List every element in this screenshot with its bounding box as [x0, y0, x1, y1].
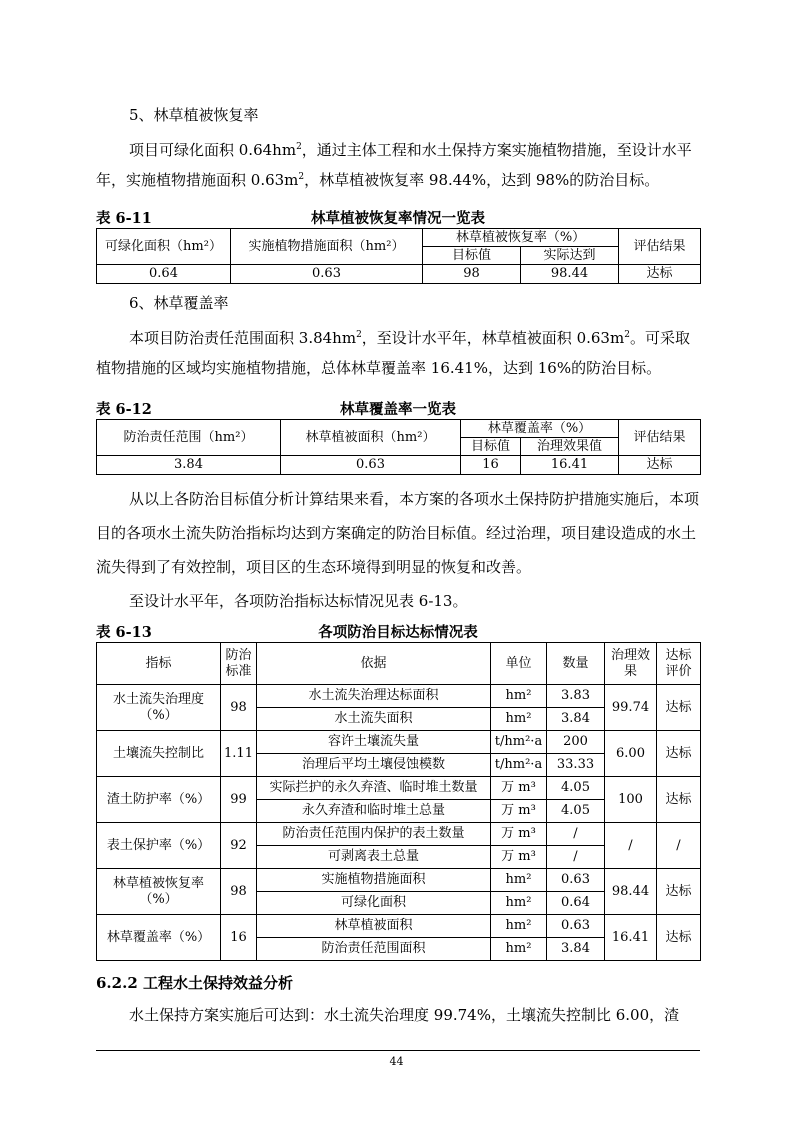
unit-cell: hm²	[491, 869, 547, 892]
table-cell: 16.41	[521, 456, 619, 475]
table-row	[97, 823, 701, 846]
section-6-2-2-paragraph: 水土保持方案实施后可达到：水土流失治理度 99.74%，土壤流失控制比 6.00，渣	[129, 1006, 680, 1024]
qty-cell: 4.05	[547, 800, 605, 823]
qty-cell: 33.33	[547, 754, 605, 777]
standard-cell: 1.11	[221, 731, 257, 777]
subheader-cell: 治理效果值	[521, 438, 619, 456]
basis-cell: 防治责任范围内保护的表土数量	[257, 823, 491, 846]
effect-cell: 6.00	[605, 731, 657, 777]
effect-cell: 100	[605, 777, 657, 823]
qty-cell: /	[547, 846, 605, 869]
table-row	[97, 869, 701, 892]
basis-cell: 实施植物措施面积	[257, 869, 491, 892]
qty-cell: 200	[547, 731, 605, 754]
basis-cell: 可剥离表土总量	[257, 846, 491, 869]
basis-cell: 水土流失治理达标面积	[257, 685, 491, 708]
qty-cell: 0.64	[547, 892, 605, 915]
table-cell: 达标	[619, 265, 701, 284]
header-cell: 防治责任范围（hm²）	[97, 420, 281, 456]
section-5-heading: 5、林草植被恢复率	[129, 106, 259, 124]
section-6-paragraph: 本项目防治责任范围面积 $3.84hm^2$，至设计水平年，林草植被面积 $0.63m^2$。可采取植物措施的区域均实施植物措施，总体林草覆盖率 16.41%，达到 16%的防治目标。	[96, 329, 690, 377]
unit-cell: hm²	[491, 892, 547, 915]
table-cell: 3.84	[97, 456, 281, 475]
footer-rule	[96, 1050, 700, 1051]
table-cell: 达标	[619, 456, 701, 475]
table-row	[97, 731, 701, 754]
header-evaluation: 达标 评价	[657, 643, 701, 685]
table-cell: 0.63	[231, 265, 423, 284]
indicator-cell: 水土流失治理度 （%）	[97, 685, 221, 731]
indicator-cell: 林草植被恢复率 （%）	[97, 869, 221, 915]
table-title: 林草植被恢复率情况一览表	[311, 210, 485, 227]
basis-cell: 治理后平均土壤侵蚀模数	[257, 754, 491, 777]
qty-cell: 3.84	[547, 938, 605, 961]
effect-cell: 99.74	[605, 685, 657, 731]
table-row	[97, 915, 701, 938]
table-cell: 98.44	[521, 265, 619, 284]
section-6-2-2-heading: 6.2.2 工程水土保持效益分析	[96, 974, 293, 992]
indicator-cell: 土壤流失控制比	[97, 731, 221, 777]
header-effect: 治理效 果	[605, 643, 657, 685]
header-cell: 评估结果	[619, 420, 701, 456]
header-cell: 林草植被面积（hm²）	[281, 420, 461, 456]
evaluation-cell: 达标	[657, 731, 701, 777]
table-number: 表 6-11	[96, 210, 152, 227]
header-indicator: 指标	[97, 643, 221, 685]
header-cell: 可绿化面积（hm²）	[97, 229, 231, 265]
table-number: 表 6-12	[96, 401, 152, 418]
section-5-paragraph: 项目可绿化面积 $0.64hm^2$，通过主体工程和水土保持方案实施植物措施，至设计水平年，实施植物措施面积 $0.63m^2$，林草植被恢复率 98.44%，达到 98%的防治目标。	[96, 141, 692, 189]
table-cell: 98	[423, 265, 521, 284]
subheader-cell: 实际达到	[521, 247, 619, 265]
basis-cell: 实际拦护的永久弃渣、临时堆土数量	[257, 777, 491, 800]
unit-cell: hm²	[491, 938, 547, 961]
standard-cell: 16	[221, 915, 257, 961]
table-6-13-caption	[96, 621, 700, 641]
table-6-11	[96, 228, 701, 284]
effect-cell: 16.41	[605, 915, 657, 961]
effect-cell: /	[605, 823, 657, 869]
table-row	[97, 685, 701, 708]
basis-cell: 水土流失面积	[257, 708, 491, 731]
evaluation-cell: 达标	[657, 685, 701, 731]
effect-cell: 98.44	[605, 869, 657, 915]
table-cell: 0.63	[281, 456, 461, 475]
qty-cell: 0.63	[547, 915, 605, 938]
evaluation-cell: 达标	[657, 869, 701, 915]
table-row	[97, 777, 701, 800]
qty-cell: /	[547, 823, 605, 846]
table-6-11-caption	[96, 207, 700, 227]
basis-cell: 容许土壤流失量	[257, 731, 491, 754]
indicator-cell: 林草覆盖率（%）	[97, 915, 221, 961]
header-quantity: 数量	[547, 643, 605, 685]
header-cell: 评估结果	[619, 229, 701, 265]
qty-cell: 3.83	[547, 685, 605, 708]
basis-cell: 防治责任范围面积	[257, 938, 491, 961]
subheader-cell: 目标值	[461, 438, 521, 456]
subheader-cell: 目标值	[423, 247, 521, 265]
evaluation-cell: 达标	[657, 915, 701, 961]
unit-cell: hm²	[491, 915, 547, 938]
qty-cell: 3.84	[547, 708, 605, 731]
header-basis: 依据	[257, 643, 491, 685]
table-title: 各项防治目标达标情况表	[318, 624, 478, 641]
unit-cell: 万 m³	[491, 800, 547, 823]
header-cell: 林草植被恢复率（%）	[423, 229, 619, 247]
table-number: 表 6-13	[96, 624, 152, 641]
summary-paragraph: 从以上各防治目标值分析计算结果来看，本方案的各项水土保持防护措施实施后，本项目的各项水土流失防治指标均达到方案确定的防治目标值。经过治理，项目建设造成的水土流失得到了有效控制，项目区的生态环境得到明显的恢复和改善。	[96, 490, 700, 576]
header-cell: 实施植物措施面积（hm²）	[231, 229, 423, 265]
qty-cell: 4.05	[547, 777, 605, 800]
table-6-13-body	[97, 685, 701, 961]
table-cell: 16	[461, 456, 521, 475]
table-6-12	[96, 419, 701, 475]
standard-cell: 98	[221, 685, 257, 731]
unit-cell: hm²	[491, 708, 547, 731]
qty-cell: 0.63	[547, 869, 605, 892]
reference-paragraph: 至设计水平年，各项防治指标达标情况见表 6-13。	[129, 592, 468, 610]
basis-cell: 林草植被面积	[257, 915, 491, 938]
table-6-13	[96, 642, 701, 961]
unit-cell: t/hm²·a	[491, 754, 547, 777]
unit-cell: 万 m³	[491, 846, 547, 869]
basis-cell: 可绿化面积	[257, 892, 491, 915]
header-standard: 防治 标准	[221, 643, 257, 685]
standard-cell: 92	[221, 823, 257, 869]
table-cell: 0.64	[97, 265, 231, 284]
indicator-cell: 渣土防护率（%）	[97, 777, 221, 823]
standard-cell: 98	[221, 869, 257, 915]
evaluation-cell: 达标	[657, 777, 701, 823]
unit-cell: hm²	[491, 685, 547, 708]
page-number: 44	[389, 1055, 404, 1068]
header-unit: 单位	[491, 643, 547, 685]
standard-cell: 99	[221, 777, 257, 823]
unit-cell: 万 m³	[491, 823, 547, 846]
header-cell: 林草覆盖率（%）	[461, 420, 619, 438]
table-6-12-caption	[96, 398, 700, 418]
evaluation-cell: /	[657, 823, 701, 869]
unit-cell: t/hm²·a	[491, 731, 547, 754]
section-6-heading: 6、林草覆盖率	[129, 294, 229, 312]
indicator-cell: 表土保护率（%）	[97, 823, 221, 869]
unit-cell: 万 m³	[491, 777, 547, 800]
table-title: 林草覆盖率一览表	[340, 401, 456, 418]
basis-cell: 永久弃渣和临时堆土总量	[257, 800, 491, 823]
